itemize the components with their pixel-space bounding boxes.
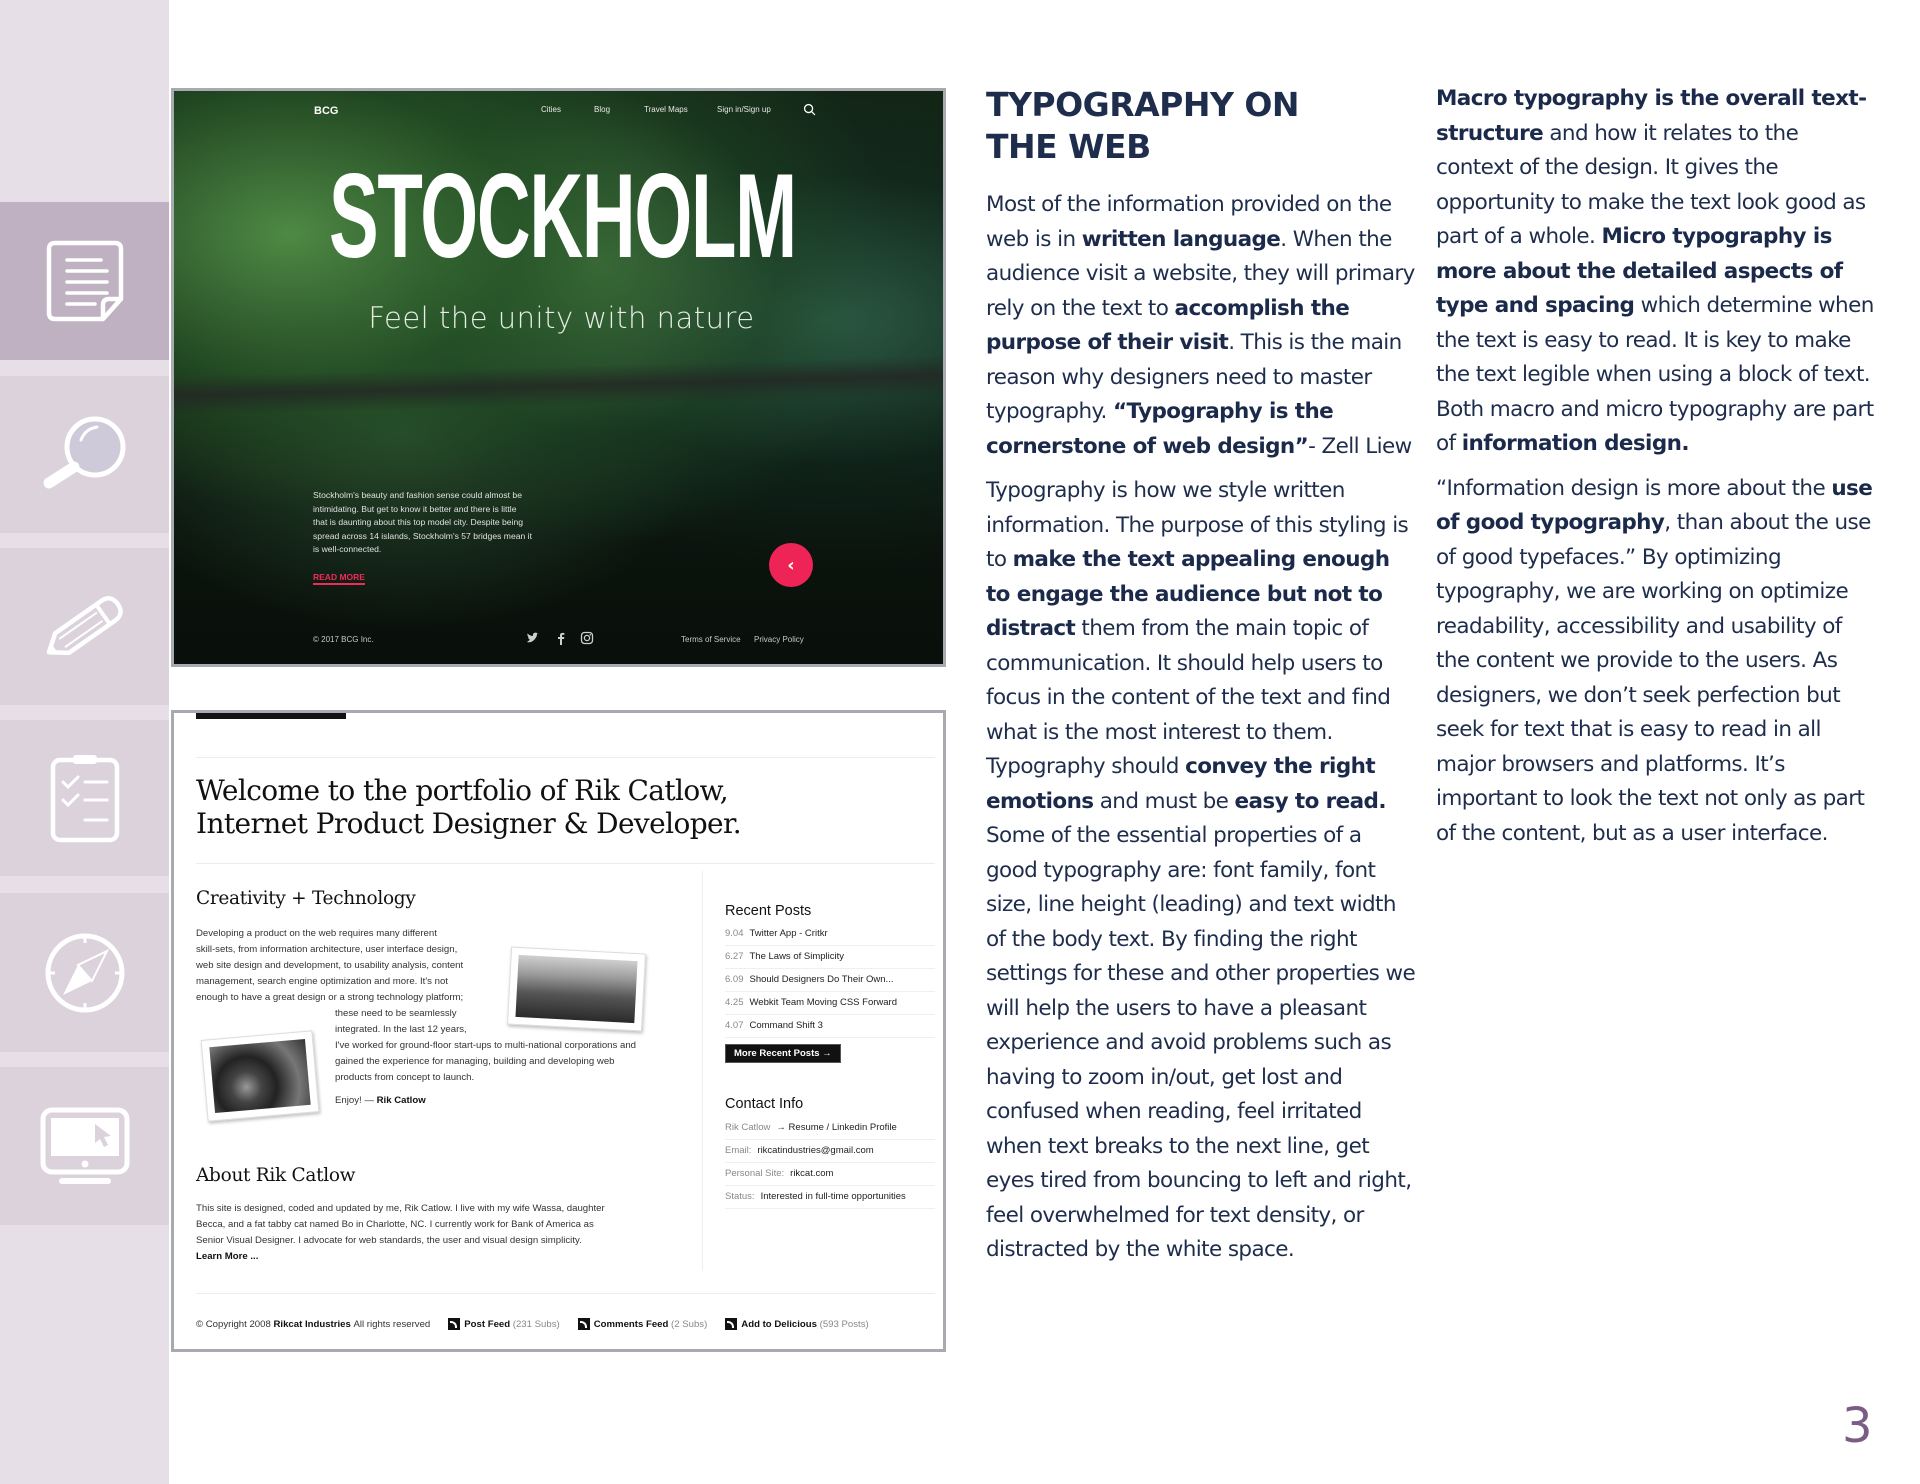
emphasis-text: Macro typography is the overall text-structure xyxy=(1436,86,1867,146)
post-feed-link[interactable]: Post Feed xyxy=(464,1318,511,1330)
emphasis-text: convey the right emotions xyxy=(986,754,1375,814)
monitor-cursor-icon xyxy=(37,1098,133,1194)
nav-blog[interactable]: Blog xyxy=(594,105,611,114)
post-title: Command Shift 3 xyxy=(749,1020,823,1031)
enjoy-text: Enjoy! xyxy=(335,1095,362,1106)
contact-label: Rik Catlow xyxy=(725,1122,771,1133)
body-text: . This is the main reason why designers need to master typography. xyxy=(986,330,1402,424)
contact-label: Personal Site: xyxy=(725,1168,785,1179)
facebook-icon[interactable] xyxy=(554,631,568,645)
body-text: Typography is how we style written information. The purpose of this styling is to xyxy=(986,478,1409,572)
welcome-line-2: Internet Product Designer & Developer. xyxy=(196,807,742,840)
text-line: management, search engine optimization and more. It's not xyxy=(196,976,448,987)
signature-line xyxy=(335,1093,636,1109)
text-line: these need to be seamlessly xyxy=(335,1008,457,1019)
emphasis-text: written language xyxy=(1081,226,1281,252)
privacy-link[interactable]: Privacy Policy xyxy=(754,635,804,644)
post-title: Should Designers Do Their Own... xyxy=(749,974,894,985)
article-column-1 xyxy=(986,188,1416,1278)
rss-icon xyxy=(448,1318,460,1330)
post-title: The Laws of Simplicity xyxy=(749,951,845,962)
text-line: Developing a product on the web requires many different xyxy=(196,928,437,939)
heading-line-1: TYPOGRAPHY ON xyxy=(986,85,1300,124)
contact-info-heading: Contact Info xyxy=(725,1096,804,1112)
sidebar-item-interface[interactable] xyxy=(0,1067,169,1225)
post-date: 6.27 xyxy=(725,951,744,962)
learn-more-link[interactable]: Learn More ... xyxy=(196,1251,259,1262)
nav-travel-maps[interactable]: Travel Maps xyxy=(644,105,688,114)
text-line: Becca, and a fat tabby cat named Bo in Charlotte, NC. I currently work for Bank of America as xyxy=(196,1219,594,1230)
more-recent-posts-button[interactable]: More Recent Posts → xyxy=(725,1044,841,1063)
text-line: This site is designed, coded and updated by me, Rik Catlow. I live with my wife Wassa, daughter xyxy=(196,1203,605,1214)
emphasis-text: use of good typography xyxy=(1436,475,1873,535)
paragraph-1 xyxy=(986,188,1416,464)
body-text: Most of the information provided on the web is in xyxy=(986,192,1392,252)
pencil-icon xyxy=(37,579,133,675)
body-text: and must be xyxy=(1093,788,1235,814)
contact-value: → Resume / Linkedin Profile xyxy=(776,1122,897,1133)
paragraph-2 xyxy=(986,474,1416,1268)
bcg-logo: BCG xyxy=(314,105,339,117)
welcome-heading xyxy=(196,774,741,840)
terms-link[interactable]: Terms of Service xyxy=(681,635,741,644)
twitter-icon[interactable] xyxy=(526,631,540,645)
contact-label: Email: xyxy=(725,1145,752,1156)
body-text: , than about the use of good typefaces.” By optimizing typography, we are working on optimize readability, accessibility and usability of the content we provide to the users. As designers, we don’t seek perfection but seek for text that is easy to read in all major browsers and platforms. It’s important to look the text not only as part of the content, but as a user interface. xyxy=(1436,510,1871,846)
text-line: products from concept to launch. xyxy=(335,1072,475,1083)
recent-posts-list xyxy=(725,923,935,1038)
emphasis-text: accomplish the purpose of their visit xyxy=(986,295,1350,355)
post-date: 4.07 xyxy=(725,1020,744,1031)
recent-post[interactable] xyxy=(725,923,935,946)
hero-subtitle: Feel the unity with nature xyxy=(368,301,755,335)
nav-cities[interactable]: Cities xyxy=(541,105,562,114)
checklist-icon xyxy=(37,750,133,846)
creativity-paragraph xyxy=(196,926,463,1006)
welcome-line-1: Welcome to the portfolio of Rik Catlow, xyxy=(196,774,729,807)
text-line: gained the experience for managing, building and developing web xyxy=(335,1056,615,1067)
contact-label: Status: xyxy=(725,1191,755,1202)
post-title: Webkit Team Moving CSS Forward xyxy=(749,997,897,1008)
signature: Rik Catlow xyxy=(376,1095,426,1106)
divider xyxy=(196,757,935,758)
sidebar-item-navigate[interactable] xyxy=(0,893,169,1052)
text-line: integrated. In the last 12 years, xyxy=(335,1024,467,1035)
body-text: Some of the essential properties of a good typography are: font family, font size, line height (leading) and text width of the body text. By finding the right settings for these and other properties we will help the users to have a pleasant experience and avoid problems such as having to zoom in/out, get lost and confused when reading, feel irritated when text breaks to the next line, get eyes tired from bouncing to left and right, feel overwhelmed for text density, or distracted by the white space. xyxy=(986,823,1416,1262)
post-date: 9.04 xyxy=(725,928,744,939)
sidebar xyxy=(0,0,169,1484)
hero-title: STOCKHOLM xyxy=(328,149,796,283)
emphasis-text: Micro typography is more about the detailed aspects of type and spacing xyxy=(1436,224,1843,318)
heading-line-2: THE WEB xyxy=(986,127,1151,166)
recent-post[interactable] xyxy=(725,992,935,1015)
hero-paragraph: Stockholm's beauty and fashion sense could almost be intimidating. But get to know it better and there is little that is daunting about this top model city. Despite being spread across 14 islands, Stockholm's 57 bridges mean it is well-connected. xyxy=(313,490,532,554)
machinery-photo xyxy=(201,1030,320,1121)
delicious-icon xyxy=(725,1318,737,1330)
text-line: skill-sets, from information architecture, user interface design, xyxy=(196,944,458,955)
portfolio-website-screenshot xyxy=(171,710,946,1352)
portfolio-footer xyxy=(196,1318,869,1330)
stockholm-website-screenshot xyxy=(171,88,946,667)
body-text: and how it relates to the context of the design. It gives the opportunity to make the text look good as part of a whole. xyxy=(1436,120,1866,249)
compass-icon xyxy=(37,925,133,1021)
paragraph-4 xyxy=(1436,472,1876,852)
post-date: 6.09 xyxy=(725,974,744,985)
delicious-count: (593 Posts) xyxy=(819,1318,869,1330)
body-text: - Zell Liew xyxy=(1308,433,1412,459)
read-more-link[interactable]: READ MORE xyxy=(313,572,365,585)
post-title: Twitter App - Critkr xyxy=(749,928,828,939)
post-feed-count: (231 Subs) xyxy=(512,1318,560,1330)
emphasis-text: easy to read. xyxy=(1234,788,1386,814)
recent-post[interactable] xyxy=(725,1015,935,1038)
sidebar-item-document[interactable] xyxy=(0,202,169,360)
copyright-post: All rights reserved xyxy=(353,1318,431,1330)
document-icon xyxy=(37,233,133,329)
body-text: “Information design is more about the xyxy=(1436,475,1832,501)
company-name: Rikcat Industries xyxy=(273,1318,351,1330)
article-heading xyxy=(986,84,1299,168)
emphasis-text: make the text appealing enough to engage the audience but not to distract xyxy=(986,547,1390,641)
sidebar-item-tasks[interactable] xyxy=(0,720,169,876)
magnifier-icon xyxy=(37,407,133,503)
search-icon[interactable] xyxy=(803,103,816,116)
body-text: . When the audience visit a website, they will primary rely on the text to xyxy=(986,226,1415,321)
body-text: which determine when the text is easy to read. It is key to make the text legible when using a block of text. Both macro and micro typography are part of xyxy=(1436,293,1874,456)
nav-sign-in[interactable]: Sign in/Sign up xyxy=(717,105,771,114)
column-divider xyxy=(702,871,703,1271)
road-in-forest xyxy=(174,356,944,416)
copyright-text: © 2017 BCG Inc. xyxy=(313,635,374,644)
body-text: them from the main topic of communication. It should help users to focus in the content of the text and find what is the most interest to them. Typography should xyxy=(986,616,1391,779)
text-line: web site design and development, to usability analysis, content xyxy=(196,960,464,971)
delicious-link[interactable]: Add to Delicious xyxy=(741,1318,817,1330)
text-line: I've worked for ground-floor start-ups to multi-national corporations and xyxy=(335,1040,636,1051)
divider xyxy=(196,1293,935,1294)
contact-row[interactable] xyxy=(725,1140,935,1163)
contact-row[interactable] xyxy=(725,1163,935,1186)
comments-feed-count: (2 Subs) xyxy=(671,1318,708,1330)
factory-photo xyxy=(507,947,646,1032)
emphasis-text: “Typography is the cornerstone of web design” xyxy=(986,399,1334,459)
post-date: 4.25 xyxy=(725,997,744,1008)
contact-value: rikcat.com xyxy=(790,1168,834,1179)
creativity-heading: Creativity + Technology xyxy=(196,888,416,909)
contact-row xyxy=(725,1186,935,1209)
paragraph-3 xyxy=(1436,82,1876,462)
instagram-icon[interactable] xyxy=(580,631,594,645)
previous-slide-button[interactable] xyxy=(769,543,813,587)
about-heading: About Rik Catlow xyxy=(196,1165,356,1186)
dash: — xyxy=(364,1095,374,1106)
recent-post[interactable] xyxy=(725,946,935,969)
chevron-left-icon: ‹ xyxy=(787,554,795,576)
recent-post[interactable] xyxy=(725,969,935,992)
contact-info-list xyxy=(725,1117,935,1209)
contact-value: rikcatindustries@gmail.com xyxy=(757,1145,874,1156)
recent-posts-heading: Recent Posts xyxy=(725,903,812,919)
article-column-2 xyxy=(1436,82,1876,861)
header-bar xyxy=(196,713,346,719)
divider xyxy=(196,863,935,864)
about-paragraph xyxy=(196,1201,605,1265)
sidebar-item-edit[interactable] xyxy=(0,548,169,705)
emphasis-text: information design. xyxy=(1461,431,1689,456)
contact-row[interactable] xyxy=(725,1117,935,1140)
text-line: Senior Visual Designer. I advocate for web standards, the user and visual design simplicity. xyxy=(196,1235,582,1246)
page-number: 3 xyxy=(1842,1398,1873,1454)
contact-value: Interested in full-time opportunities xyxy=(760,1191,906,1202)
rss-icon xyxy=(578,1318,590,1330)
sidebar-item-search[interactable] xyxy=(0,376,169,533)
comments-feed-link[interactable]: Comments Feed xyxy=(593,1318,669,1330)
text-line: enough to have a great design or a strong technology platform; xyxy=(196,992,464,1003)
copyright-pre: © Copyright 2008 xyxy=(196,1318,271,1330)
